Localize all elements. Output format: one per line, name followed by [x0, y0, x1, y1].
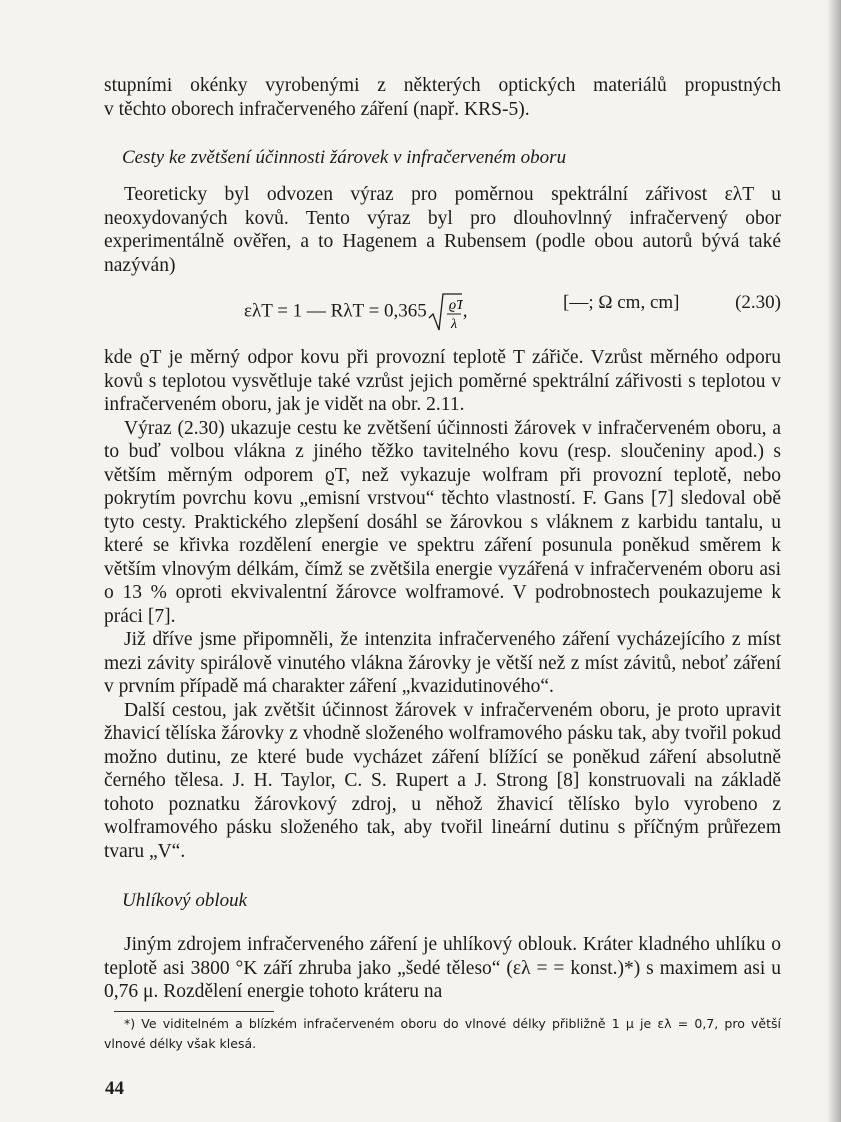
- text-line: v těchto oborech infračerveného záření (např. KRS-5).: [104, 98, 530, 120]
- text-line: stupními okénky vyrobenými z některých optických materiálů propustných: [104, 75, 781, 96]
- equation-number: (2.30): [735, 292, 781, 313]
- equation-units: [—; Ω cm, cm]: [563, 292, 680, 313]
- sqrt-numerator: ϱT: [448, 298, 463, 313]
- carbon-arc-paragraph: [104, 933, 781, 1004]
- intro-paragraph: [104, 183, 781, 277]
- carbon-arc-text: Jiným zdrojem infračerveného záření je uhlíkový oblouk. Kráter kladného uhlíku o teplotě asi 3800 °K září zhruba jako „šedé těleso“ (ελ = = konst.)*) s maximem asi u 0,76 μ. Rozdělení energie tohoto kráteru na: [104, 934, 781, 1002]
- section-heading-efficiency: Cesty ke zvětšení účinnosti žárovek v infračerveném oboru: [122, 147, 567, 168]
- footnote-text: *) Ve viditelném a blízkém infračerveném oboru do vlnové délky přibližně 1 μ je ελ = 0,7, pro větší vlnové délky však klesá.: [104, 1016, 781, 1051]
- section-heading-carbon-arc: Uhlíkový oblouk: [122, 890, 248, 911]
- sqrt-sign-icon: [427, 292, 463, 332]
- page-edge-shadow: [827, 0, 841, 1122]
- footnote-divider: [114, 1011, 274, 1012]
- page-number: 44: [105, 1078, 124, 1099]
- paragraph-4: Další cestou, jak zvětšit účinnost žárovek v infračerveném oboru, je proto upravit žhavicí tělíska žárovky z vhodně složeného wolframového pásku tak, aby tvořil pokud možno dutinu, ze které bude vycházet záření blížící se poněkud záření absolutně černého tělesa. J. H. Taylor, C. S. Rupert a J. Strong [8] konstruovali na základě tohoto poznatku žárovkový zdroj, u něhož žhavicí tělísko bylo vyrobeno z wolframového pásku složeného tak, aby tvořil lineární dutinu s příčným průřezem tvaru „V“.: [104, 699, 781, 862]
- paragraph-2: Výraz (2.30) ukazuje cestu ke zvětšení účinnosti žárovek v infračerveném oboru, a to buď volbou vlákna z jiného těžko tavitelného kovu (resp. sloučeniny apod.) s větším měrným odporem ϱT, než vykazuje wolfram při provozní teplotě, nebo pokrytím povrchu kovu „emisní vrstvou“ těchto vlastností. F. Gans [7] sledoval obě tyto cesty. Praktického zlepšení dosáhl se žárovkou s vláknem z karbidu tantalu, u které se křivka rozdělení energie ve spektru záření posunula poněkud směrem k větším vlnovým délkám, čímž se zvětšila energie vyzářená v infračerveném oboru asi o 13 % oproti ekvivalentní žárovce wolframové. V podrobnostech poukazujeme k práci [7].: [104, 417, 781, 627]
- sqrt-denominator: λ: [450, 317, 457, 332]
- intro-text: Teoreticky byl odvozen výraz pro poměrnou spektrální zářivost ελT u neoxydovaných kovů. Tento výraz byl pro dlouhovlnný infračervený obor experimentálně ověřen, a to Hagenem a Rubensem (podle obou autorů bývá také nazýván): [104, 184, 781, 276]
- equation-formula: ελT = 1 — RλT = 0,365 ϱT λ ,: [244, 292, 468, 332]
- paragraph-3: Již dříve jsme připomněli, že intenzita infračerveného záření vycházejícího z míst mezi závity spirálově vinutého vlákna žárovky je větší než z míst závitů, neboť záření v prvním případě má charakter záření „kvazidutinového“.: [104, 629, 781, 697]
- main-paragraphs: [104, 346, 781, 863]
- sqrt-expression: [427, 292, 463, 332]
- equation-lhs: ελT = 1 — RλT = 0,365: [244, 300, 427, 322]
- paragraph-after-equation: kde ϱT je měrný odpor kovu při provozní teplotě T zářiče. Vzrůst měrného odporu kovů s teplotou vysvětluje také vzrůst jejich poměrné spektrální zářivosti s teplotou v infračerveném oboru, jak je vidět na obr. 2.11.: [104, 347, 781, 415]
- footnote: [104, 1014, 781, 1054]
- equation-2-30: [104, 284, 781, 334]
- top-paragraph: [104, 74, 781, 121]
